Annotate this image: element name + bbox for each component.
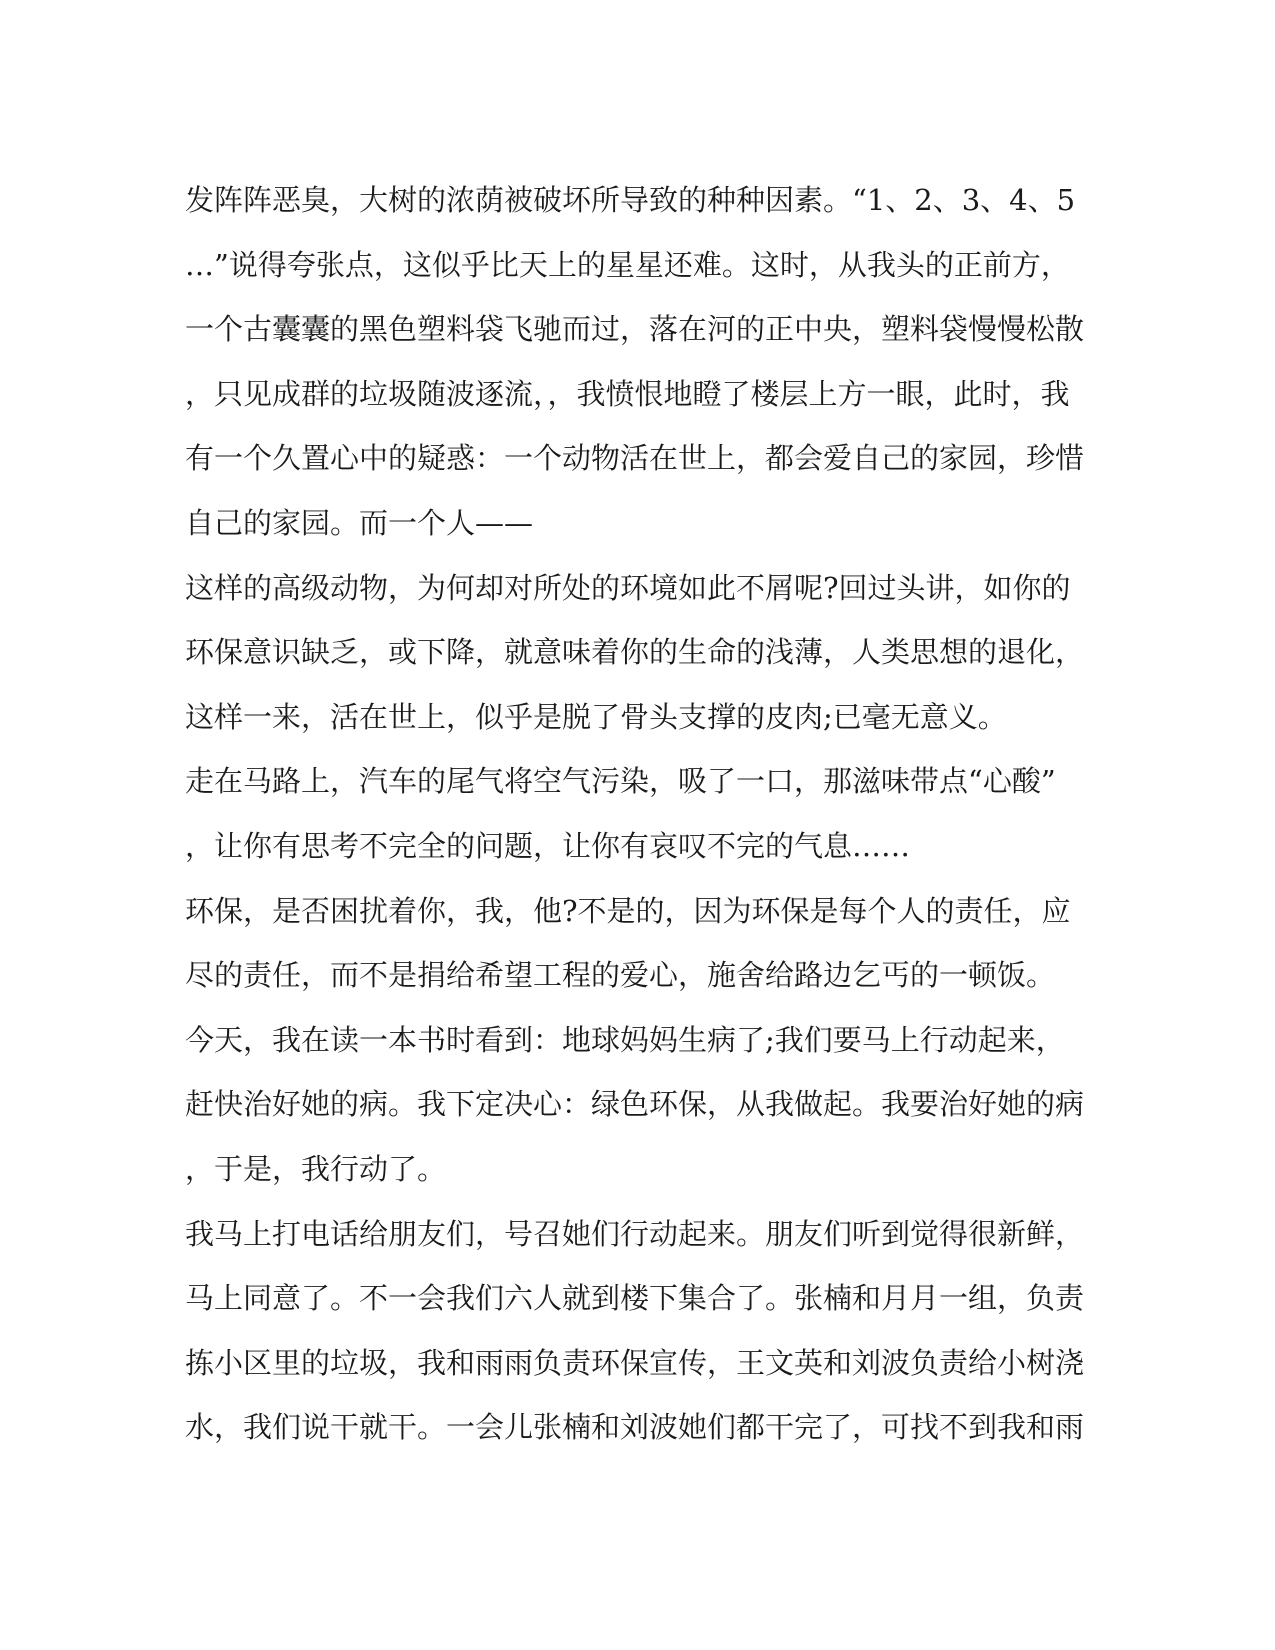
text-line: 环保意识缺乏，或下降，就意味着你的生命的浅薄，人类思想的退化，	[185, 635, 1085, 670]
text-line: 有一个久置心中的疑惑：一个动物活在世上，都会爱自己的家园，珍惜	[185, 441, 1085, 476]
text-line: 今天，我在读一本书时看到：地球妈妈生病了;我们要马上行动起来，	[185, 1022, 1065, 1057]
text-line: 自己的家园。而一个人——	[185, 505, 534, 540]
text-line: 赶快治好她的病。我下定决心：绿色环保，从我做起。我要治好她的病	[185, 1087, 1085, 1122]
text-line: ，让你有思考不完全的问题，让你有哀叹不完的气息……	[185, 828, 911, 863]
text-line: ，只见成群的垃圾随波逐流，，我愤恨地瞪了楼层上方一眼，此时，我	[185, 376, 1070, 411]
text-line: 环保，是否困扰着你，我，他?不是的，因为环保是每个人的责任，应	[185, 893, 1071, 928]
text-line: ，于是，我行动了。	[185, 1151, 447, 1186]
text-line: 发阵阵恶臭，大树的浓荫被破坏所导致的种种因素。“1、2、3、4、5	[185, 183, 1076, 217]
text-line: 走在马路上，汽车的尾气将空气污染，吸了一口，那滋味带点“心酸”	[185, 764, 1056, 799]
text-line: 一个古囊囊的黑色塑料袋飞驰而过，落在河的正中央，塑料袋慢慢松散	[185, 312, 1085, 347]
text-line: 这样的高级动物，为何却对所处的环境如此不屑呢?回过头讲，如你的	[185, 570, 1071, 605]
text-line: 尽的责任，而不是捐给希望工程的爱心，施舍给路边乞丐的一顿饭。	[185, 958, 1056, 993]
text-line: 我马上打电话给朋友们，号召她们行动起来。朋友们听到觉得很新鲜，	[185, 1216, 1085, 1251]
text-line: 这样一来，活在世上，似乎是脱了骨头支撑的皮肉;已毫无意义。	[185, 699, 1007, 734]
text-line: …”说得夸张点，这似乎比天上的星星还难。这时，从我头的正前方，	[185, 247, 1070, 282]
body-text	[185, 168, 1090, 1460]
text-line: 马上同意了。不一会我们六人就到楼下集合了。张楠和月月一组，负责	[185, 1281, 1085, 1316]
text-line: 水，我们说干就干。一会儿张楠和刘波她们都干完了，可找不到我和雨	[185, 1410, 1085, 1445]
text-line: 拣小区里的垃圾，我和雨雨负责环保宣传，王文英和刘波负责给小树浇	[185, 1345, 1085, 1380]
